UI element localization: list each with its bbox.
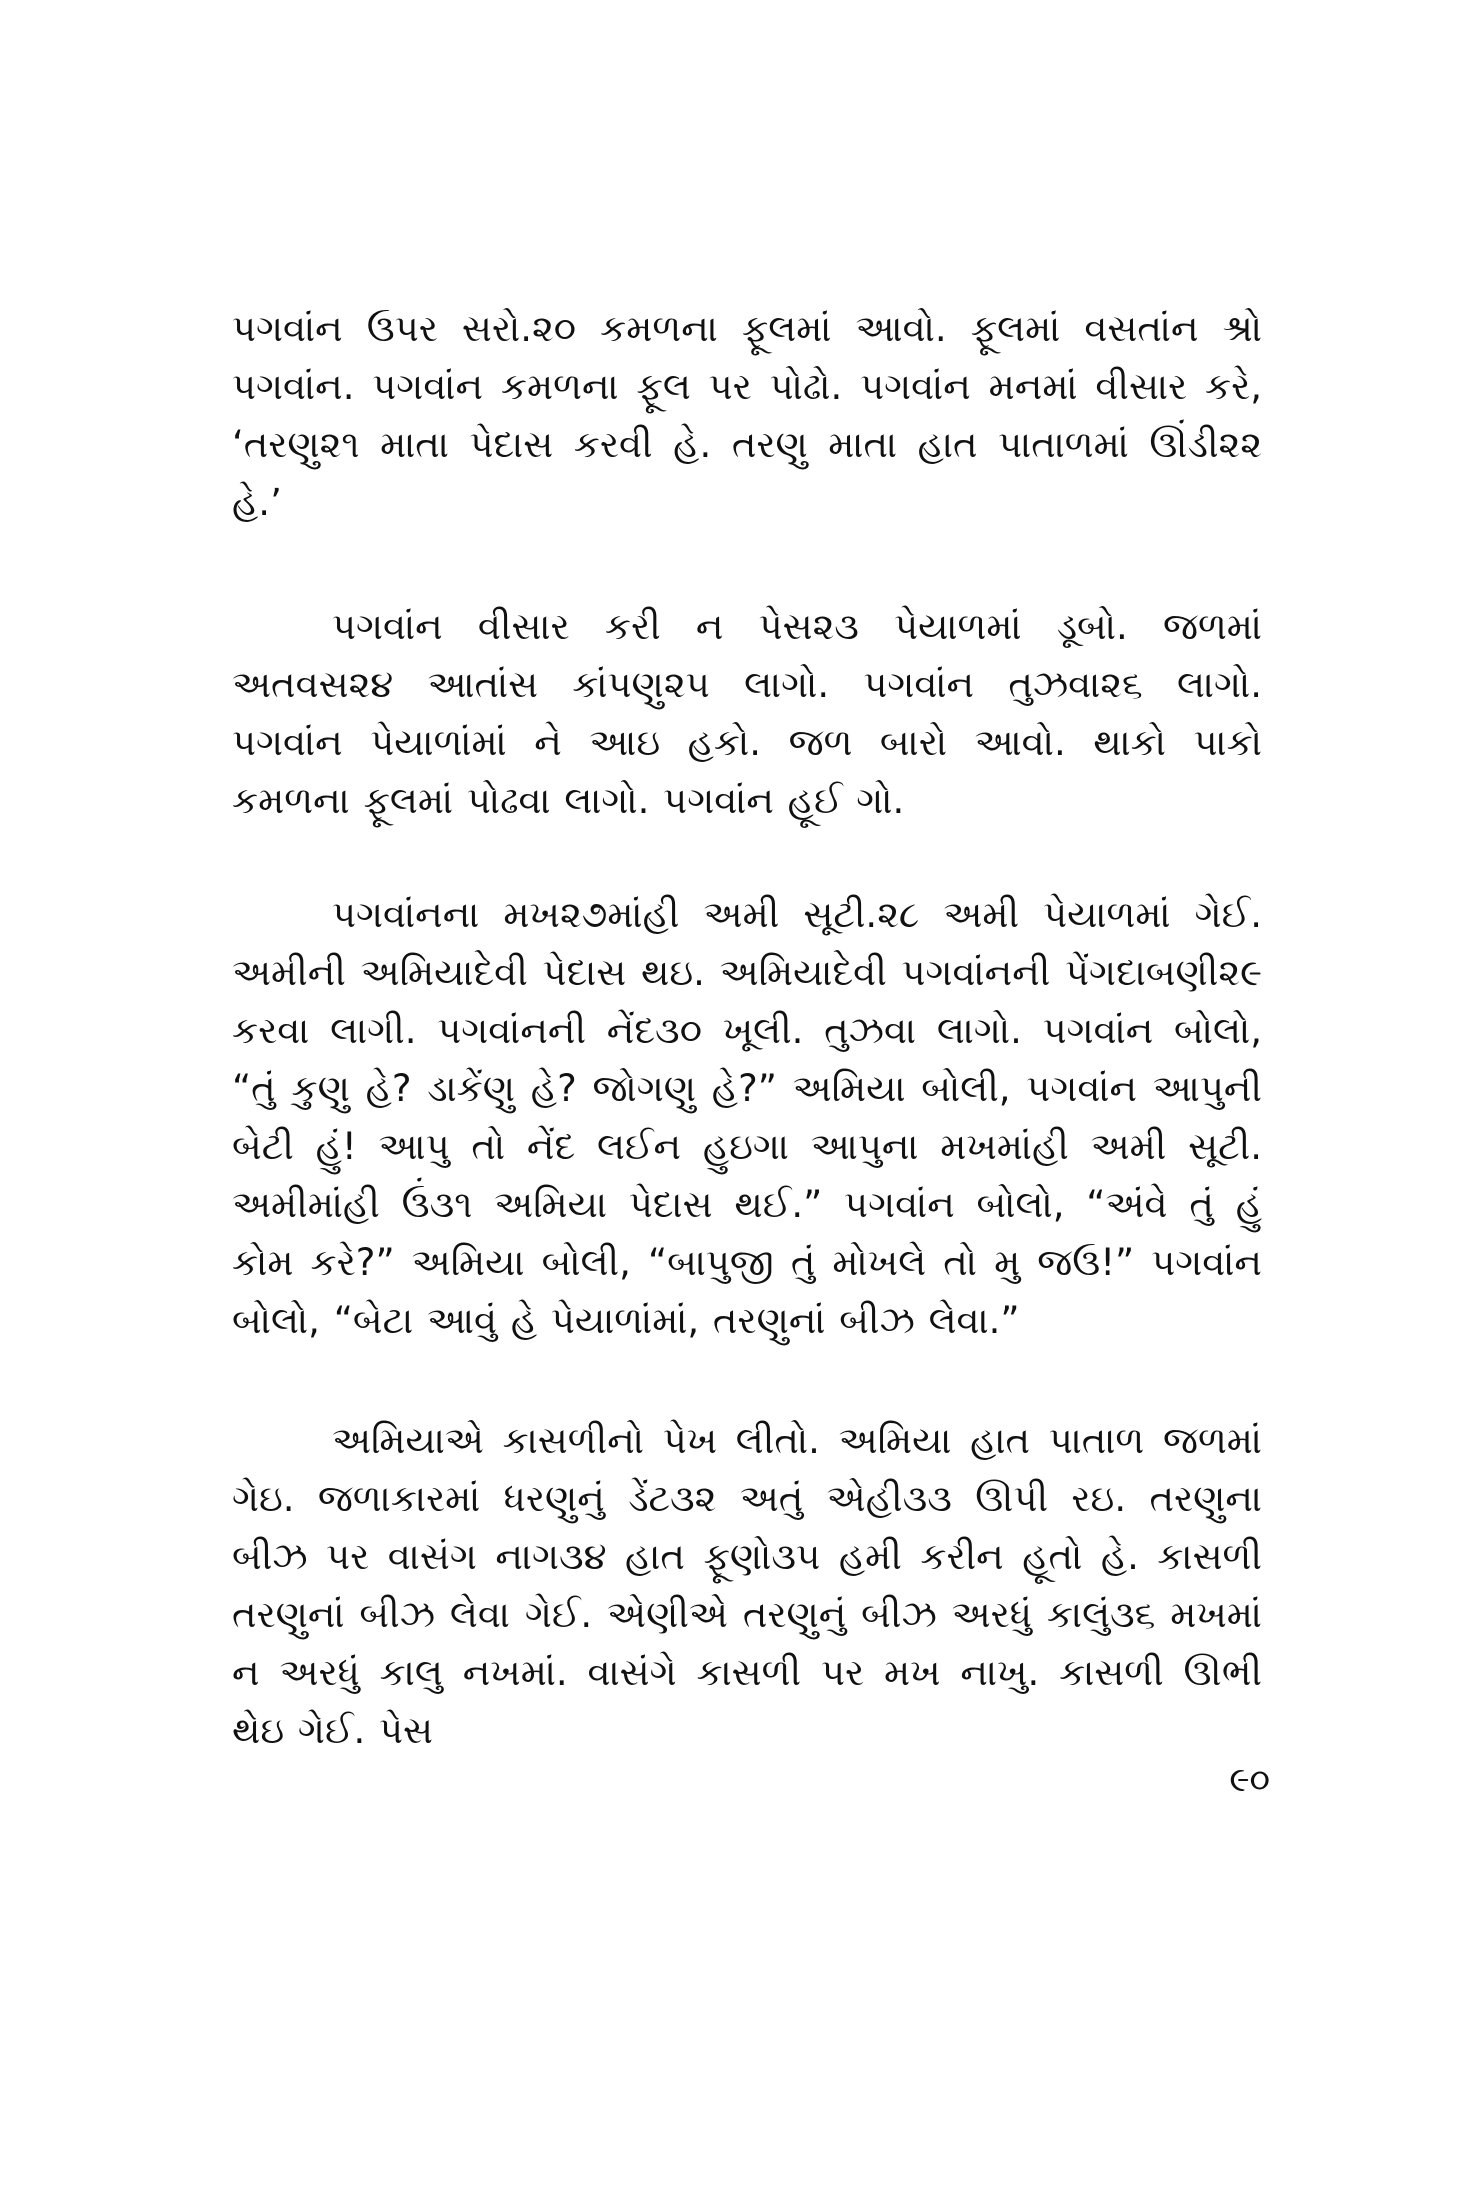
paragraph-3: પગવાંનના મખ૨૭માંહી અમી સૂટી.૨૮ અમી પેયાળમાં ગેઈ. અમીની અમિયાદેવી પેદાસ થઇ. અમિયાદેવી પગવાંનની પેંગદાબણી૨૯ કરવા લાગી. પગવાંનની નેંદ૩૦ ખૂલી. તુઝવા લાગો. પગવાંન બોલો, “તું કુણુ હે? ડાકેંણુ હે? જોગણુ હે?” અમિયા બોલી, પગવાંન આપુની બેટી હું! આપુ તો નેંદ લઈન હુઇગા આપુના મખમાંહી અમી સૂટી. અમીમાંહી ઉં૩૧ અમિયા પેદાસ થઈ.” પગવાંન બોલો, “અંવે તું હું કોમ કરે?” અમિયા બોલી, “બાપુજી તું મોખલે તો મુ જઉ!” પગવાંન બોલો, “બેટા આવું હે પેયાળાંમાં, તરણુનાં બીઝ લેવા.” — [232, 893, 1262, 1342]
paragraph-gap — [232, 1350, 1262, 1412]
paragraph-1: પગવાંન ઉપર સરો.૨૦ કમળના ફૂલમાં આવો. ફૂલમાં વસતાંન શ્રો પગવાંન. પગવાંન કમળના ફૂલ પર પોઢો. પગવાંન મનમાં વીસાર કરે, ‘તરણુ૨૧ માતા પેદાસ કરવી હે. તરણુ માતા હાત પાતાળમાં ઊંડી૨૨ હે.’ — [232, 307, 1262, 524]
paragraph-gap — [232, 532, 1262, 598]
paragraph-2: પગવાંન વીસાર કરી ન પેસ૨૩ પેયાળમાં ડૂબો. જળમાં અતવસ૨૪ આતાંસ કાંપણુ૨૫ લાગો. પગવાંન તુઝવા૨૬ લાગો. પગવાંન પેયાળાંમાં ને આઇ હકો. જળ બારો આવો. થાકો પાકો કમળના ફૂલમાં પોઢવા લાગો. પગવાંન હૂઈ ગો. — [232, 605, 1262, 822]
body-text — [232, 300, 1262, 1760]
paragraph-gap — [232, 830, 1262, 886]
paragraph-4: અમિયાએ કાસળીનો પેખ લીતો. અમિયા હાત પાતાળ જળમાં ગેઇ. જળાકારમાં ધરણુનું ડેંટ૩૨ અતું એહી૩૩ ઊપી રઇ. તરણુના બીઝ પર વાસંગ નાગ૩૪ હાત ફૂણો૩૫ હમી કરીન હૂતો હે. કાસળી તરણુનાં બીઝ લેવા ગેઈ. એણીએ તરણુનું બીઝ અરધું કાલું૩૬ મખમાં ન અરધું કાલુ નખમાં. વાસંગે કાસળી પર મખ નાખુ. કાસળી ઊભી થેઇ ગેઈ. પેસ — [232, 1419, 1262, 1752]
page-number: ૯૦ — [1229, 1760, 1270, 1800]
